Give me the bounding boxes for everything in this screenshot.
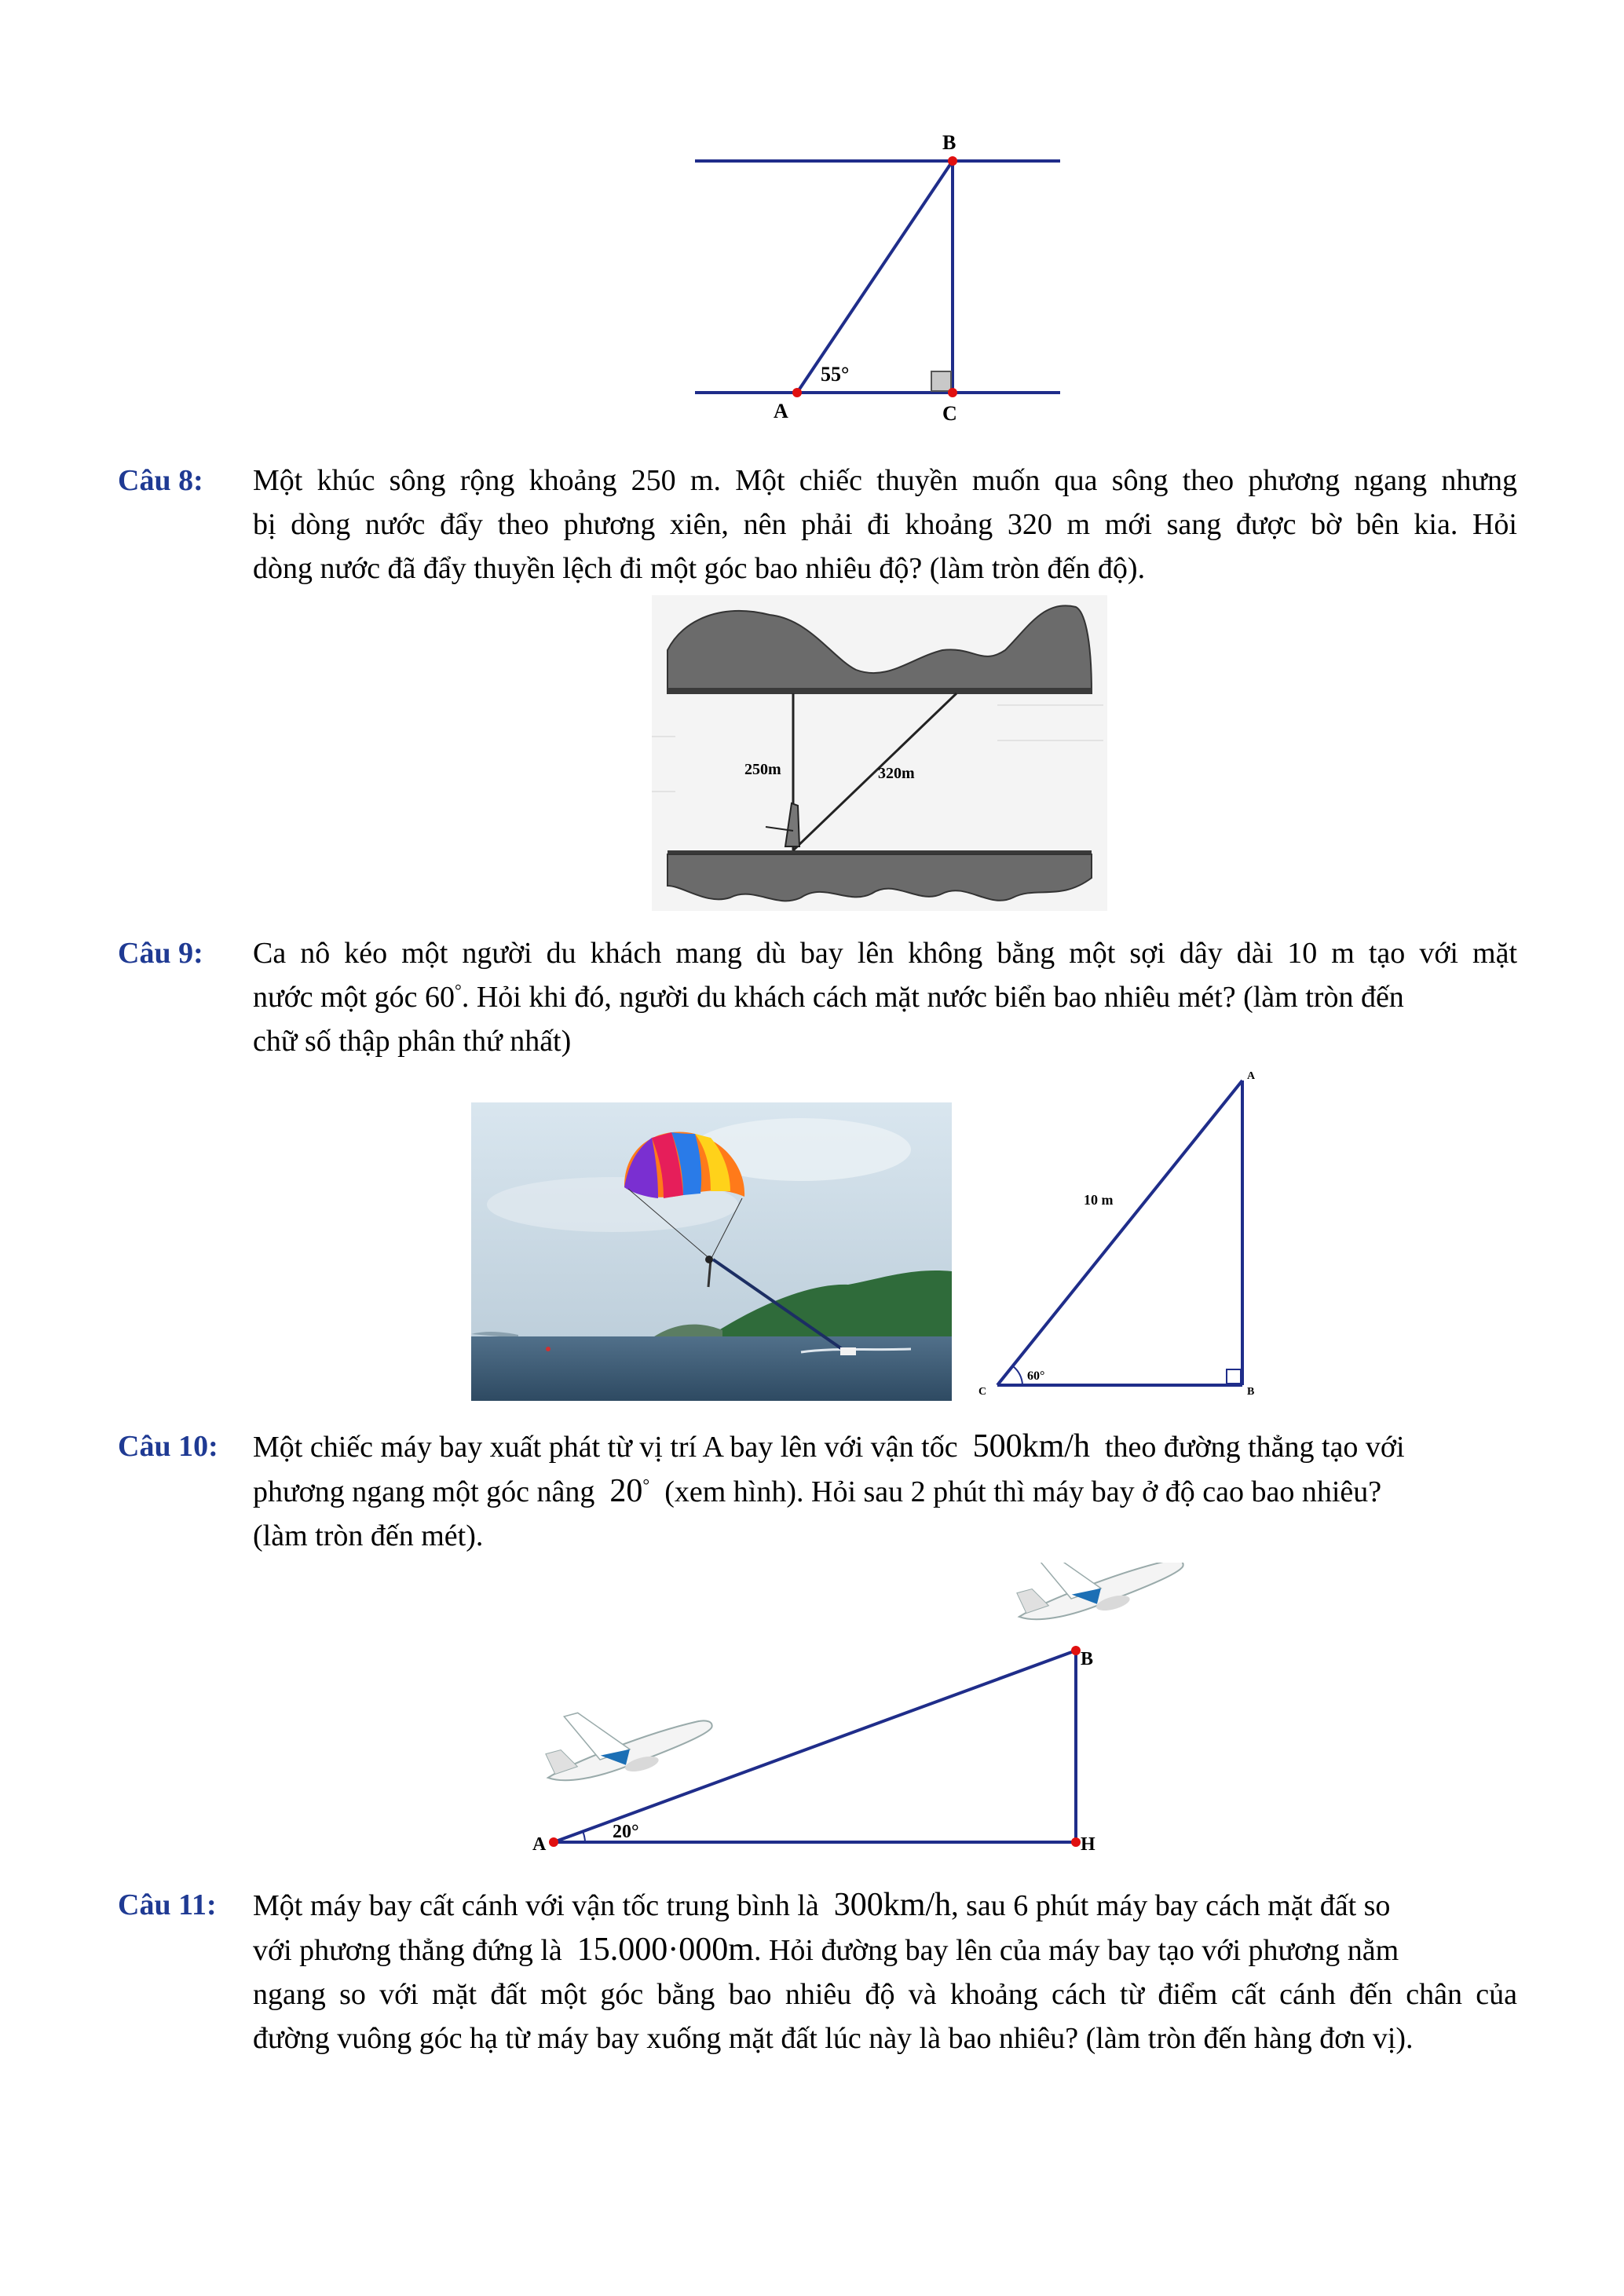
airplane-icon-a [534,1680,719,1795]
label-a: A [1247,1070,1256,1082]
question-11-text [253,1883,1517,2060]
angle-label: 55° [821,363,850,386]
point-h [1071,1837,1081,1847]
q11-line-1: Một máy bay cất cánh với vận tốc trung bình là 300km/h, sau 6 phút máy bay cách mặt đất so [253,1887,1391,1923]
q11-line-3: ngang so với mặt đất một góc bằng bao nhiêu độ và khoảng cách từ điểm cất cánh đến chân của [253,1978,1517,2011]
length-label: 10 m [1084,1192,1114,1208]
label-b: B [942,131,956,154]
question-10-label: Câu 10: [118,1430,218,1463]
airplane-icon-b [1005,1563,1190,1633]
right-angle-mark [1227,1369,1241,1384]
q8-line-3: dòng nước đã đẩy thuyền lệch đi một góc bao nhiêu độ? (làm tròn đến độ). [253,552,1146,585]
figure-triangle-abc [691,126,1068,432]
figure-triangle-q9 [974,1063,1272,1401]
label-h: H [1081,1834,1095,1855]
label-250m: 250m [744,761,781,778]
label-b: B [1247,1386,1255,1398]
q10-line-2: phương ngang một góc nâng 20° (xem hình). Hỏi sau 2 phút thì máy bay ở độ cao bao nhiêu? [253,1473,1382,1509]
q11-line-2: với phương thẳng đứng là 15.000·000m. Hỏi đường bay lên của máy bay tạo với phương nằm [253,1932,1399,1968]
point-c [948,388,957,397]
question-10-text [253,1424,1517,1558]
q8-line-2: bị dòng nước đẩy theo phương xiên, nên phải đi khoảng 320 m mới sang được bờ bên kia. Hỏi [253,508,1517,541]
label-c: C [978,1386,987,1398]
point-a [549,1837,558,1847]
figure-river [652,595,1107,911]
point-b [1071,1646,1081,1655]
angle-label: 60° [1027,1369,1045,1383]
q9-line-3: chữ số thập phân thứ nhất) [253,1025,572,1058]
figure-airplane [510,1563,1256,1861]
parasail-photo [471,1102,952,1401]
question-8-text [253,459,1517,590]
q11-line-4: đường vuông góc hạ từ máy bay xuống mặt đất lúc này là bao nhiêu? (làm tròn đến hàng đơn vị). [253,2022,1414,2055]
angle-label: 20° [613,1822,639,1842]
question-9-text [253,931,1517,1063]
q8-line-1: Một khúc sông rộng khoảng 250 m. Một chiếc thuyền muốn qua sông theo phương ngang nhưng [253,464,1517,497]
q9-line-2: nước một góc 60°. Hỏi khi đó, người du khách cách mặt nước biển bao nhiêu mét? (làm tròn đến [253,980,1404,1014]
question-8-label: Câu 8: [118,464,203,497]
q10-line-1: Một chiếc máy bay xuất phát từ vị trí A bay lên với vận tốc 500km/h theo đường thẳng tạo với [253,1428,1405,1464]
question-9-label: Câu 9: [118,937,203,970]
label-a: A [774,400,788,422]
segment-ab [797,161,953,393]
label-320m: 320m [878,765,915,782]
label-a: A [532,1834,547,1855]
label-c: C [942,402,957,425]
segment-ca [997,1080,1242,1385]
right-angle-mark [931,371,951,391]
point-b [948,156,957,166]
q10-line-3: (làm tròn đến mét). [253,1519,484,1552]
q9-line-1: Ca nô kéo một người du khách mang dù bay lên không bằng một sợi dây dài 10 m tạo với mặt [253,937,1517,970]
point-a [792,388,802,397]
question-11-label: Câu 11: [118,1888,217,1921]
label-b: B [1081,1649,1094,1669]
